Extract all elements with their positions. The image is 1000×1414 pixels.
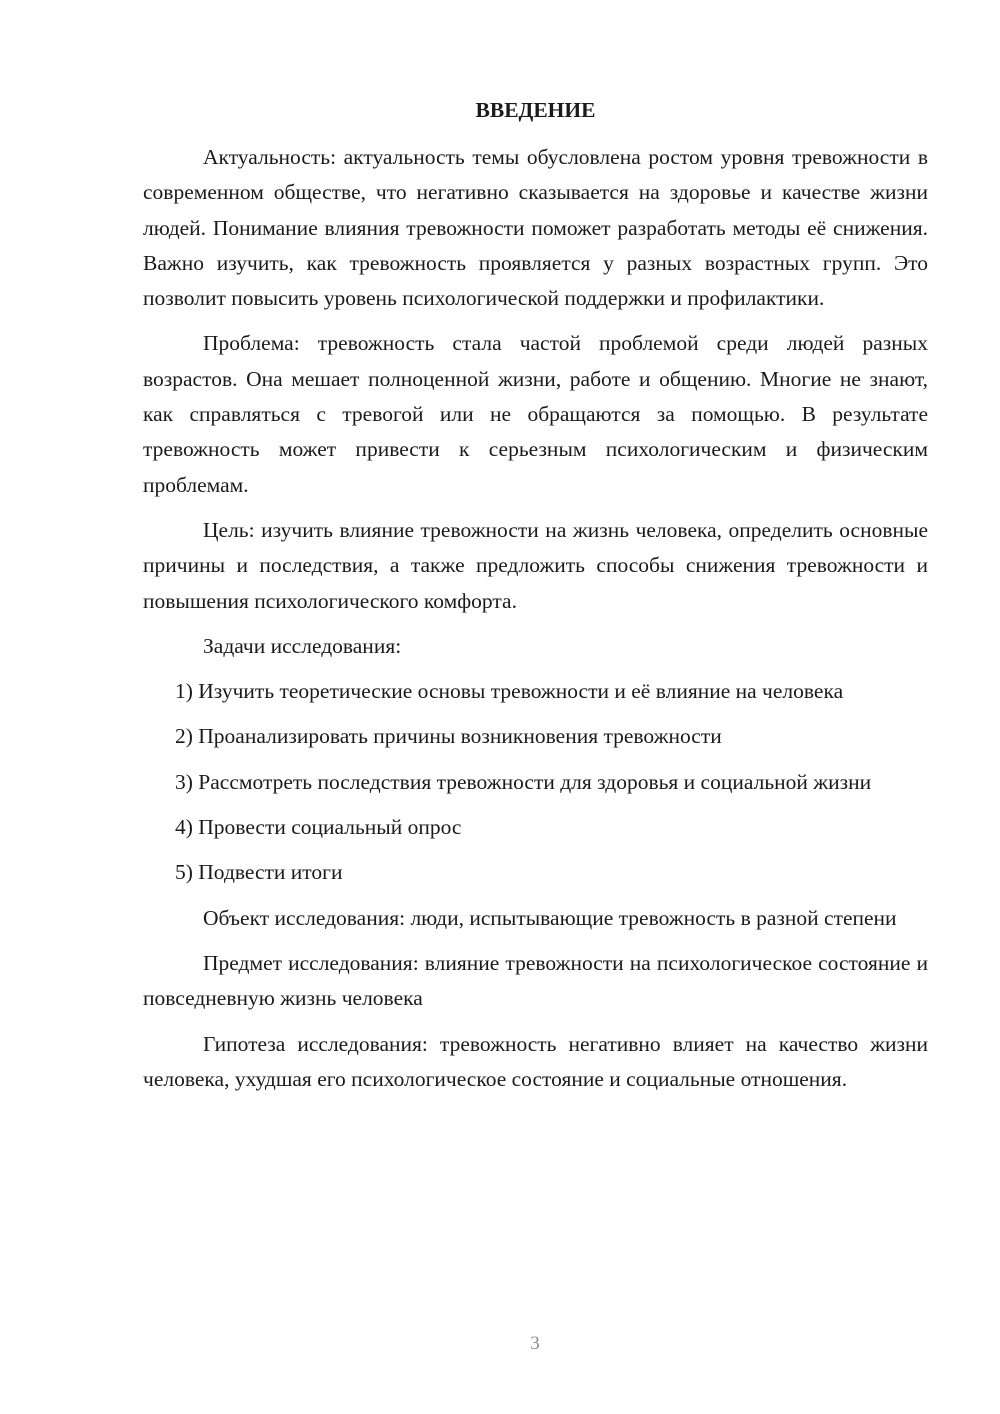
hypothesis-paragraph: Гипотеза исследования: тревожность негативно влияет на качество жизни человека, ухудшая его психологическое состояние и социальные отношения. [143, 1031, 928, 1091]
page-title: ВВЕДЕНИЕ [475, 98, 596, 122]
goal-paragraph: Цель: изучить влияние тревожности на жизнь человека, определить основные причины и последствия, а также предложить способы снижения тревожности и повышения психологического комфорта. [143, 517, 928, 613]
relevance-paragraph: Актуальность: актуальность темы обусловлена ростом уровня тревожности в современном обществе, что негативно сказывается на здоровье и качестве жизни людей. Понимание влияния тревожности поможет разработать методы её снижения. Важно изучить, как тревожность проявляется у разных возрастных групп. Это позволит повысить уровень психологической поддержки и профилактики. [143, 145, 928, 311]
task-item-4: 4) Провести социальный опрос [175, 815, 462, 840]
page-number: 3 [530, 1333, 540, 1354]
page-content [143, 92, 928, 1107]
subject-paragraph: Предмет исследования: влияние тревожности на психологическое состояние и повседневную жизнь человека [143, 950, 928, 1011]
problem-paragraph: Проблема: тревожность стала частой проблемой среди людей разных возрастов. Она мешает полноценной жизни, работе и общению. Многие не знают, как справляться с тревогой или не обращаются за помощью. В результате тревожность может привести к серьезным психологическим и физическим проблемам. [143, 331, 928, 497]
task-item-1: 1) Изучить теоретические основы тревожности и её влияние на человека [175, 679, 844, 704]
task-item-3: 3) Рассмотреть последствия тревожности для здоровья и социальной жизни [175, 769, 872, 794]
task-item-2: 2) Проанализировать причины возникновения тревожности [175, 724, 722, 749]
object-paragraph: Объект исследования: люди, испытывающие тревожность в разной степени [203, 905, 897, 930]
task-item-5: 5) Подвести итоги [175, 860, 343, 885]
tasks-heading: Задачи исследования: [203, 633, 402, 658]
